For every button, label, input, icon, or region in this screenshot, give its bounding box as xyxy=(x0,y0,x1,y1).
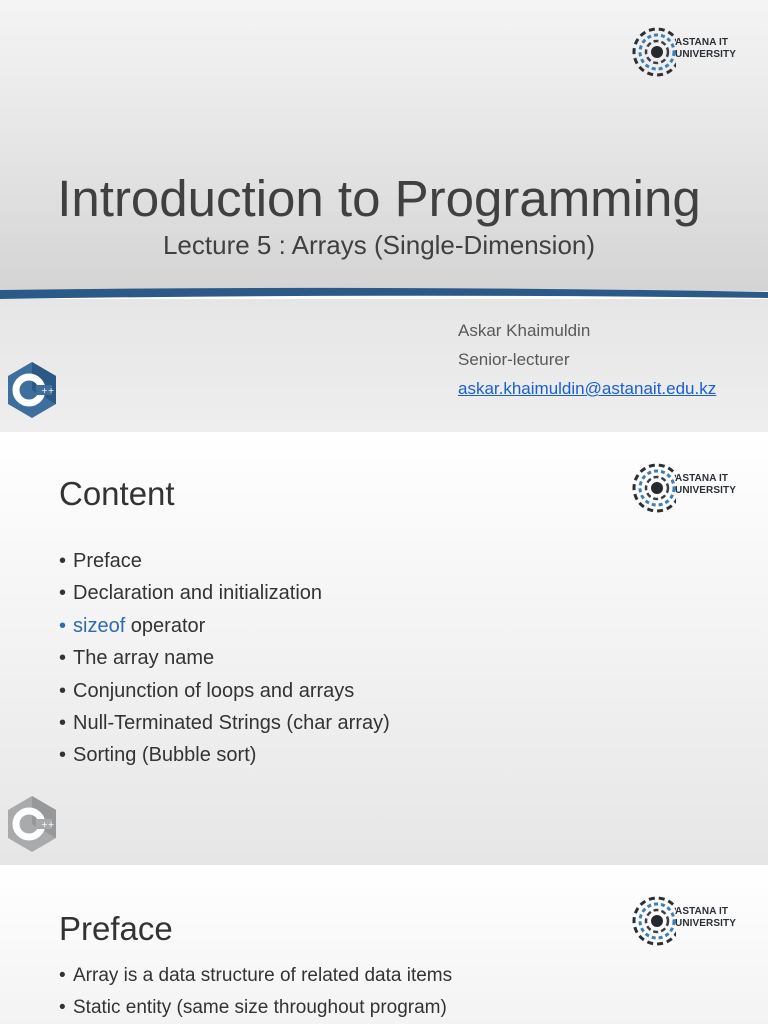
list-item-text: Preface xyxy=(73,550,142,572)
list-item-text: Static entity (same size throughout program) xyxy=(73,997,447,1018)
logo-wordmark xyxy=(675,473,736,497)
university-logo-icon xyxy=(630,458,676,516)
bullet: • xyxy=(59,965,66,986)
list-item xyxy=(59,545,390,577)
bullet: • xyxy=(59,647,67,670)
author-role: Senior-lecturer xyxy=(458,350,570,369)
bullet: • xyxy=(59,550,67,572)
content-slide xyxy=(0,432,768,865)
slide-heading: Preface xyxy=(59,910,173,947)
logo-line-2: UNIVERSITY xyxy=(675,918,737,929)
preface-slide xyxy=(0,865,768,1024)
author-name: Askar Khaimuldin xyxy=(458,321,591,340)
slide-heading: Content xyxy=(59,475,175,512)
logo-line-1: ASTANA IT xyxy=(675,37,729,48)
university-logo-icon xyxy=(630,22,676,80)
bullet: • xyxy=(59,712,67,735)
logo-line-2: UNIVERSITY xyxy=(675,49,737,60)
author-block xyxy=(458,316,716,403)
list-item-text: Conjunction of loops and arrays xyxy=(73,679,355,702)
author-email-link[interactable]: askar.khaimuldin@astanait.edu.kz xyxy=(458,379,717,398)
list-item xyxy=(59,675,390,707)
bullet: • xyxy=(59,679,67,702)
logo-wordmark xyxy=(675,906,736,930)
list-item-text: operator xyxy=(125,614,206,637)
sizeof-keyword: sizeof xyxy=(73,614,126,637)
astana-it-university-logo xyxy=(630,891,750,947)
bullet: • xyxy=(59,997,66,1018)
list-item xyxy=(59,992,452,1024)
list-item xyxy=(59,642,390,674)
list-item xyxy=(59,960,452,992)
title-slide xyxy=(0,0,768,432)
university-logo-icon xyxy=(630,891,676,949)
logo-wordmark xyxy=(675,37,736,61)
logo-line-1: ASTANA IT xyxy=(675,473,729,484)
presentation-title: Introduction to Programming xyxy=(57,170,701,227)
list-item-text: Null-Terminated Strings (char array) xyxy=(73,712,390,735)
list-item xyxy=(59,577,390,609)
presentation-subtitle: Lecture 5 : Arrays (Single-Dimension) xyxy=(162,230,596,260)
list-item xyxy=(59,707,390,739)
list-item xyxy=(59,610,390,642)
svg-text:++: ++ xyxy=(41,820,55,829)
bullet: • xyxy=(59,582,67,605)
astana-it-university-logo xyxy=(630,22,750,78)
list-item xyxy=(59,739,390,771)
preface-list xyxy=(59,960,452,1024)
cpp-logo-icon xyxy=(5,794,59,854)
content-list xyxy=(59,545,390,772)
list-item-text: Sorting (Bubble sort) xyxy=(73,744,257,767)
list-item-text: The array name xyxy=(73,647,215,670)
list-item-text: Declaration and initialization xyxy=(73,582,323,605)
list-item-text: Array is a data structure of related data items xyxy=(73,965,453,986)
svg-text:++: ++ xyxy=(41,386,55,395)
logo-line-1: ASTANA IT xyxy=(675,906,729,917)
logo-line-2: UNIVERSITY xyxy=(675,485,737,496)
astana-it-university-logo xyxy=(630,458,750,514)
bullet: • xyxy=(59,744,67,767)
bullet: • xyxy=(59,614,67,637)
cpp-logo-icon xyxy=(5,360,59,420)
